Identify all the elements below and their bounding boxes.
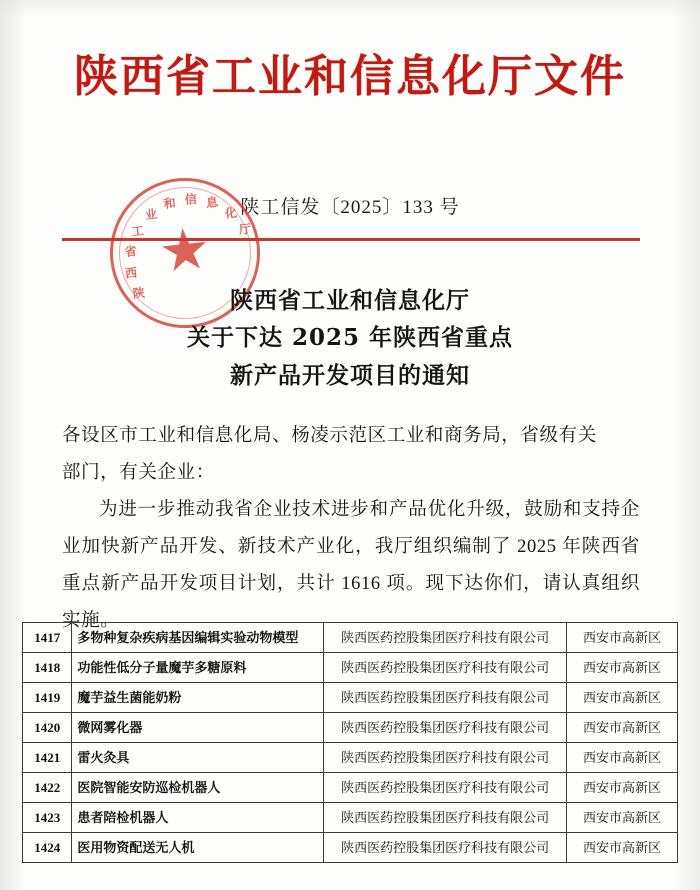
cell-number: 1423 <box>23 803 72 833</box>
table-row <box>23 773 678 803</box>
document-number: 陕工信发〔2025〕133 号 <box>240 197 460 218</box>
document-body <box>62 418 640 640</box>
cell-region: 西安市高新区 <box>566 743 677 773</box>
cell-company: 陕西医药控股集团医疗科技有限公司 <box>324 833 566 863</box>
table-row <box>23 683 678 713</box>
cell-product-name: 魔芋益生菌能奶粉 <box>72 683 324 713</box>
cell-number: 1421 <box>23 743 72 773</box>
document-subject <box>0 282 700 394</box>
table-row <box>23 833 678 863</box>
subject-line-3: 新产品开发项目的通知 <box>230 361 470 389</box>
cell-company: 陕西医药控股集团医疗科技有限公司 <box>324 683 566 713</box>
cell-product-name: 多物种复杂疾病基因编辑实验动物模型 <box>72 623 324 653</box>
cell-number: 1424 <box>23 833 72 863</box>
cell-number: 1419 <box>23 683 72 713</box>
cell-region: 西安市高新区 <box>566 773 677 803</box>
cell-company: 陕西医药控股集团医疗科技有限公司 <box>324 713 566 743</box>
document-title: 陕西省工业和信息化厅文件 <box>74 51 626 102</box>
cell-product-name: 医院智能安防巡检机器人 <box>72 773 324 803</box>
seal-text: 陕 西 省 工 业 和 信 息 化 厅 <box>123 191 253 301</box>
paper-edge-top <box>0 0 700 18</box>
cell-region: 西安市高新区 <box>566 833 677 863</box>
cell-company: 陕西医药控股集团医疗科技有限公司 <box>324 803 566 833</box>
cell-region: 西安市高新区 <box>566 653 677 683</box>
cell-product-name: 雷火灸具 <box>72 743 324 773</box>
cell-region: 西安市高新区 <box>566 803 677 833</box>
cell-number: 1420 <box>23 713 72 743</box>
cell-product-name: 患者陪检机器人 <box>72 803 324 833</box>
cell-region: 西安市高新区 <box>566 623 677 653</box>
cell-company: 陕西医药控股集团医疗科技有限公司 <box>324 773 566 803</box>
cell-region: 西安市高新区 <box>566 713 677 743</box>
table-row <box>23 623 678 653</box>
table-row <box>23 803 678 833</box>
cell-region: 西安市高新区 <box>566 683 677 713</box>
body-paragraph: 为进一步推动我省企业技术进步和产品优化升级，鼓励和支持企业加快新产品开发、新技术产业化，我厅组织编制了 2025 年陕西省重点新产品开发项目计划，共计 1616 项。现下达你们，请认真组织实施。 <box>62 500 640 631</box>
cell-number: 1422 <box>23 773 72 803</box>
table-row <box>23 653 678 683</box>
cell-product-name: 微网雾化器 <box>72 713 324 743</box>
project-list-table <box>22 622 678 863</box>
table-row <box>23 713 678 743</box>
subject-line-1: 陕西省工业和信息化厅 <box>230 287 470 314</box>
cell-company: 陕西医药控股集团医疗科技有限公司 <box>324 653 566 683</box>
salutation-line-2: 部门，有关企业： <box>62 463 215 483</box>
subject-line-2: 关于下达 2025 年陕西省重点 <box>186 324 514 352</box>
cell-company: 陕西医药控股集团医疗科技有限公司 <box>324 743 566 773</box>
cell-company: 陕西医药控股集团医疗科技有限公司 <box>324 623 566 653</box>
salutation-line-1: 各设区市工业和信息化局、杨凌示范区工业和商务局，省级有关 <box>62 426 597 446</box>
table-row <box>23 743 678 773</box>
project-list-body <box>23 623 678 863</box>
cell-product-name: 医用物资配送无人机 <box>72 833 324 863</box>
cell-number: 1418 <box>23 653 72 683</box>
cell-number: 1417 <box>23 623 72 653</box>
cell-product-name: 功能性低分子量魔芋多糖原料 <box>72 653 324 683</box>
